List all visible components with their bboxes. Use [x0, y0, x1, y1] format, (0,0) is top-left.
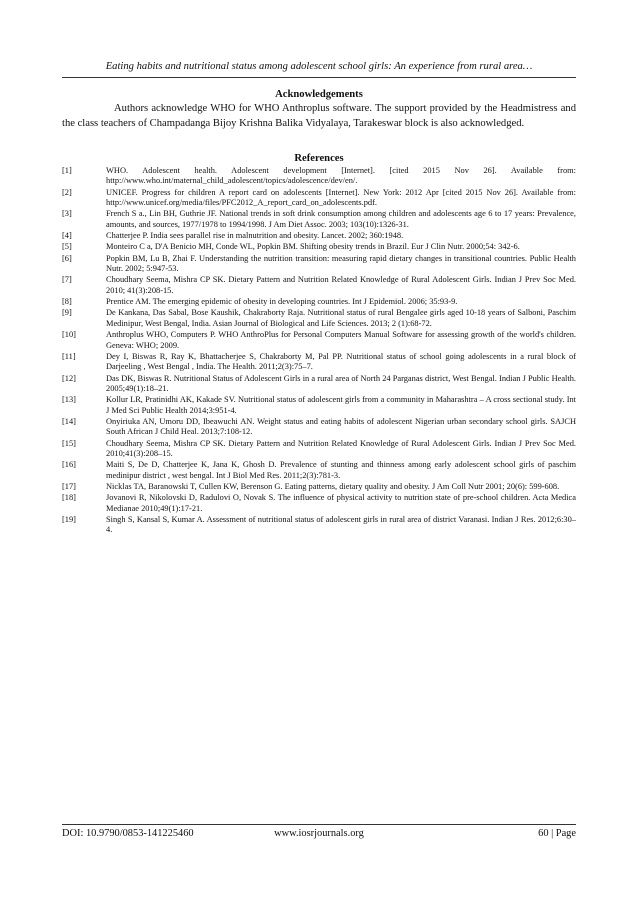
reference-item: [62, 275, 576, 296]
footer-page-number: 60 | Page: [538, 828, 576, 839]
reference-text: Popkin BM, Lu B, Zhai F. Understanding the nutrition transition: measuring rapid dietary changes in transitional countries. Public Health Nutr. 2002; 5:947-53.: [106, 253, 576, 274]
reference-item: [62, 352, 576, 373]
reference-item: [62, 308, 576, 329]
reference-number: [7]: [62, 275, 72, 285]
reference-item: [62, 188, 576, 209]
reference-number: [2]: [62, 187, 72, 197]
reference-text: Choudhary Seema, Mishra CP SK. Dietary Pattern and Nutrition Related Knowledge of Rural Adolescent Girls. Indian J Prev Soc Med. 2010;41(3):208–15.: [106, 438, 576, 459]
reference-text: Jovanovi R, Nikolovski D, Radulovi O, Novak S. The influence of physical activity to nutrition state of pre-school children. Acta Medica Medianae 2010;49(1):17-21.: [106, 493, 576, 513]
reference-item: [62, 515, 576, 536]
reference-text: Prentice AM. The emerging epidemic of obesity in developing countries. Int J Epidemiol. 2006; 35:93-9.: [106, 297, 458, 307]
reference-list: [62, 166, 576, 537]
running-head: Eating habits and nutritional status among adolescent school girls: An experience from rural area…: [105, 61, 533, 72]
reference-number: [18]: [62, 493, 76, 503]
reference-text: Onyiriuka AN, Umoru DD, Ibeawuchi AN. Weight status and eating habits of adolescent Nigerian urban secondary school girls. SAJCH South African J Child Heal. 2013;7:108-12.: [106, 416, 576, 437]
reference-item: [62, 395, 576, 416]
reference-item: [62, 493, 576, 514]
footer-website: www.iosrjournals.org: [274, 828, 364, 839]
reference-item: [62, 460, 576, 481]
reference-number: [12]: [62, 373, 76, 383]
reference-number: [3]: [62, 209, 72, 219]
reference-text: WHO. Adolescent health. Adolescent development [Internet]. [cited 2015 Nov 26]. Available from: http://www.who.int/maternal_child_adolescent/topics/adolescence/dev/en/.: [106, 166, 576, 186]
reference-number: [5]: [62, 242, 72, 252]
reference-text: Maiti S, De D, Chatterjee K, Jana K, Ghosh D. Prevalence of stunting and thinness among early adolescent school girls of paschim medinipur district , west bengal. Int J Biol Med Res. 2011;2(3):781-3.: [106, 460, 576, 480]
acknowledgements-text: Authors acknowledge WHO for WHO Anthroplus software. The support provided by the Headmistress and the class teachers of Champadanga Bijoy Krishna Balika Vidyalaya, Tarakeswar block is also acknowledged.: [62, 103, 576, 129]
reference-number: [11]: [62, 351, 76, 361]
reference-item: [62, 439, 576, 460]
reference-number: [14]: [62, 416, 76, 426]
reference-item: [62, 417, 576, 438]
reference-number: [6]: [62, 253, 72, 263]
reference-text: Kollur LR, Pratinidhi AK, Kakade SV. Nutritional status of adolescent girls from a community in Maharashtra – A cross sectional study. Int J Med Sci Public Health 2014;3:951-4.: [106, 395, 576, 415]
reference-number: [8]: [62, 297, 72, 307]
reference-item: [62, 330, 576, 351]
reference-number: [19]: [62, 515, 76, 525]
reference-text: Choudhary Seema, Mishra CP SK. Dietary Pattern and Nutrition Related Knowledge of Rural Adolescent Girls. Indian J Prev Soc Med. 2010; 41(3):208-15.: [106, 275, 576, 295]
reference-item: [62, 374, 576, 395]
reference-item: [62, 242, 576, 252]
reference-number: [16]: [62, 460, 76, 470]
reference-text: De Kankana, Das Sabal, Bose Kaushik, Chakraborty Raja. Nutritional status of rural Bengalee girls aged 10-18 years of Salboni, Paschim Medinipur, West Bengal, India. Asian Journal of Biological and Life Sciences. 2013; 2 (1):68-72.: [106, 308, 576, 328]
reference-number: [17]: [62, 482, 76, 492]
reference-number: [9]: [62, 308, 72, 318]
reference-item: [62, 231, 576, 241]
references-heading: References: [294, 153, 344, 164]
footer-rule: [62, 824, 576, 825]
reference-item: [62, 166, 576, 187]
reference-number: [1]: [62, 166, 72, 175]
header-rule: [62, 77, 576, 78]
reference-item: [62, 209, 576, 230]
reference-item: [62, 254, 576, 275]
reference-text: Dey I, Biswas R, Ray K, Bhattacherjee S, Chakraborty M, Pal PP. Nutritional status of school going adolescents in a rural block of Darjeeling , West Bengal , India. The Health. 2011;2(3):75–7.: [106, 351, 576, 372]
reference-item: [62, 482, 576, 492]
reference-text: Das DK, Biswas R. Nutritional Status of Adolescent Girls in a rural area of North 24 Parganas district, West Bengal. Indian J Public Health. 2005;49(1):18–21.: [106, 373, 576, 393]
reference-text: Singh S, Kansal S, Kumar A. Assessment of nutritional status of adolescent girls in rural area of district Varanasi. Indian J Res. 2012;6:30–4.: [106, 515, 576, 535]
footer-doi: DOI: 10.9790/0853-141225460: [62, 828, 194, 839]
reference-text: Chatterjee P. India sees parallel rise in malnutrition and obesity. Lancet. 2002; 360:1948.: [106, 231, 404, 241]
reference-text: Nicklas TA, Baranowski T, Cullen KW, Berenson G. Eating patterns, dietary quality and obesity. J Am Coll Nutr 2001; 20(6): 599-608.: [106, 482, 560, 492]
reference-number: [10]: [62, 330, 76, 340]
reference-item: [62, 297, 576, 307]
reference-text: French S a., Lin BH, Guthrie JF. National trends in soft drink consumption among children and adolescents age 6 to 17 years: Prevalence, amounts, and sources, 1977/1978 to 1994/1998. J Am Diet Assoc. 2003; 103(10):1326-31.: [106, 209, 576, 229]
reference-text: Monteiro C a, D'A Benicio MH, Conde WL, Popkin BM. Shifting obesity trends in Brazil. Eur J Clin Nutr. 2000;54: 342-6.: [106, 242, 520, 252]
reference-text: UNICEF. Progress for children A report card on adolescents [Internet]. New York: 2012 Apr [cited 2015 Nov 26]. Available from: http://www.unicef.org/media/files/PFC2012_A_report_card_on_adolescents.pdf.: [106, 187, 576, 208]
reference-number: [13]: [62, 395, 76, 405]
reference-text: Anthroplus WHO, Computers P. WHO AnthroPlus for Personal Computers Manual Software for assessing growth of the world's children. Geneva: WHO; 2009.: [106, 330, 576, 350]
reference-number: [15]: [62, 438, 76, 448]
page-footer: [62, 827, 576, 841]
acknowledgements-heading: Acknowledgements: [275, 89, 363, 100]
reference-number: [4]: [62, 231, 72, 241]
